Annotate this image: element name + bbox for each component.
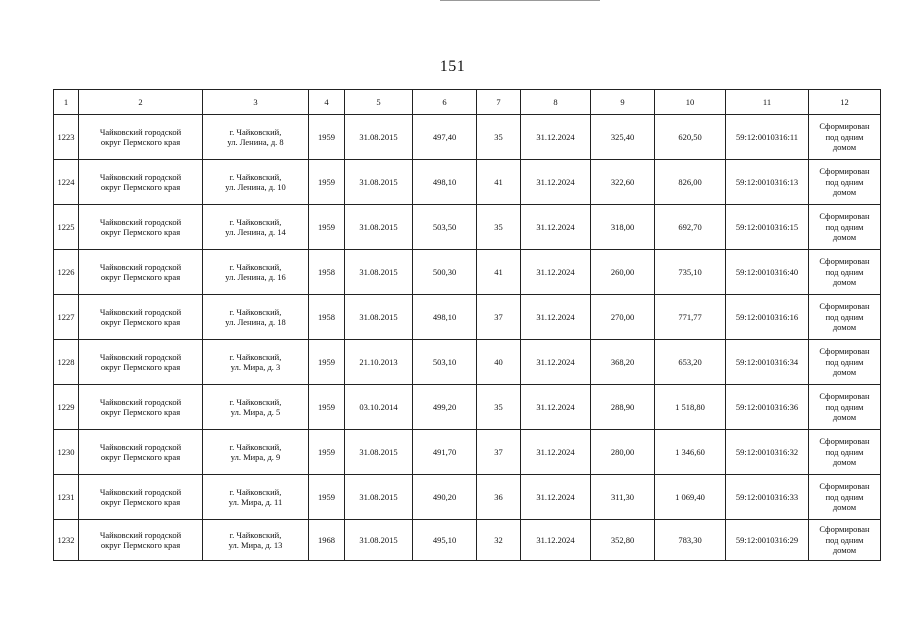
address-cell-line: ул. Мира, д. 11 — [228, 497, 283, 507]
cadastral-number-cell: 59:12:0010316:16 — [726, 295, 809, 340]
land-status-cell-line: Сформирован — [819, 436, 870, 447]
address-cell — [203, 385, 309, 430]
land-status-cell-line: под одним — [825, 356, 864, 367]
year-built-cell: 1968 — [309, 520, 345, 561]
land-area-cell: 352,80 — [591, 520, 655, 561]
recognition-date-cell: 31.08.2015 — [345, 250, 413, 295]
address-cell-line: г. Чайковский, — [229, 396, 282, 407]
deadline-date-cell: 31.12.2024 — [521, 475, 591, 520]
deadline-date-cell: 31.12.2024 — [521, 295, 591, 340]
land-status-cell-line: домом — [832, 412, 857, 423]
row-number-cell: 1226 — [54, 250, 79, 295]
year-built-cell: 1959 — [309, 340, 345, 385]
land-status-cell-line: Сформирован — [819, 524, 870, 535]
column-header: 6 — [413, 90, 477, 115]
address-cell-line: ул. Мира, д. 13 — [228, 540, 283, 550]
recognition-date-cell: 31.08.2015 — [345, 520, 413, 561]
row-number-cell: 1229 — [54, 385, 79, 430]
residents-cell: 41 — [477, 250, 521, 295]
land-area-cell: 270,00 — [591, 295, 655, 340]
municipality-cell-line: Чайковский городской — [99, 486, 182, 497]
address-cell-line: ул. Мира, д. 9 — [230, 452, 281, 462]
land-status-cell — [809, 250, 881, 295]
land-status-cell — [809, 205, 881, 250]
land-status-cell-line: под одним — [825, 221, 864, 232]
total-area-cell: 653,20 — [655, 340, 726, 385]
deadline-date-cell: 31.12.2024 — [521, 250, 591, 295]
table-body — [54, 115, 881, 561]
recognition-date-cell: 31.08.2015 — [345, 160, 413, 205]
area-cell: 500,30 — [413, 250, 477, 295]
year-built-cell: 1959 — [309, 430, 345, 475]
header-row — [54, 90, 881, 115]
land-status-cell-line: под одним — [825, 131, 864, 142]
municipality-cell — [79, 160, 203, 205]
cadastral-number-cell: 59:12:0010316:29 — [726, 520, 809, 561]
municipality-cell — [79, 250, 203, 295]
column-header: 1 — [54, 90, 79, 115]
table-row — [54, 430, 881, 475]
land-status-cell-line: под одним — [825, 266, 864, 277]
municipality-cell — [79, 385, 203, 430]
residents-cell: 37 — [477, 430, 521, 475]
table-row — [54, 385, 881, 430]
municipality-cell — [79, 205, 203, 250]
deadline-date-cell: 31.12.2024 — [521, 430, 591, 475]
residents-cell: 32 — [477, 520, 521, 561]
recognition-date-cell: 31.08.2015 — [345, 205, 413, 250]
residents-cell: 40 — [477, 340, 521, 385]
row-number-cell: 1223 — [54, 115, 79, 160]
municipality-cell — [79, 520, 203, 561]
municipality-cell-line: округ Пермского края — [100, 227, 181, 237]
land-status-cell-line: Сформирован — [819, 211, 870, 222]
residents-cell: 41 — [477, 160, 521, 205]
recognition-date-cell: 03.10.2014 — [345, 385, 413, 430]
recognition-date-cell: 31.08.2015 — [345, 430, 413, 475]
land-status-cell-line: домом — [832, 322, 857, 333]
municipality-cell — [79, 340, 203, 385]
land-status-cell — [809, 295, 881, 340]
land-status-cell-line: Сформирован — [819, 481, 870, 492]
recognition-date-cell: 21.10.2013 — [345, 340, 413, 385]
land-status-cell-line: домом — [832, 367, 857, 378]
area-cell: 498,10 — [413, 295, 477, 340]
municipality-cell-line: округ Пермского края — [100, 407, 181, 417]
column-header: 5 — [345, 90, 413, 115]
table-row — [54, 475, 881, 520]
municipality-cell-line: округ Пермского края — [100, 272, 181, 282]
row-number-cell: 1231 — [54, 475, 79, 520]
row-number-cell: 1225 — [54, 205, 79, 250]
page-number: 151 — [439, 58, 466, 75]
land-area-cell: 325,40 — [591, 115, 655, 160]
column-header: 4 — [309, 90, 345, 115]
year-built-cell: 1959 — [309, 385, 345, 430]
municipality-cell-line: Чайковский городской — [99, 529, 182, 540]
address-cell-line: ул. Ленина, д. 16 — [225, 272, 286, 282]
land-area-cell: 368,20 — [591, 340, 655, 385]
deadline-date-cell: 31.12.2024 — [521, 115, 591, 160]
area-cell: 503,50 — [413, 205, 477, 250]
land-status-cell-line: под одним — [825, 401, 864, 412]
address-cell — [203, 295, 309, 340]
address-cell — [203, 205, 309, 250]
land-status-cell-line: домом — [832, 545, 857, 556]
area-cell: 498,10 — [413, 160, 477, 205]
municipality-cell-line: Чайковский городской — [99, 351, 182, 362]
address-cell-line: ул. Мира, д. 3 — [230, 362, 281, 372]
area-cell: 503,10 — [413, 340, 477, 385]
land-status-cell-line: домом — [832, 277, 857, 288]
land-status-cell-line: Сформирован — [819, 166, 870, 177]
address-cell-line: г. Чайковский, — [229, 529, 282, 540]
address-cell-line: г. Чайковский, — [229, 126, 282, 137]
year-built-cell: 1959 — [309, 115, 345, 160]
total-area-cell: 692,70 — [655, 205, 726, 250]
land-status-cell-line: Сформирован — [819, 121, 870, 132]
land-status-cell-line: Сформирован — [819, 301, 870, 312]
row-number-cell: 1232 — [54, 520, 79, 561]
municipality-cell — [79, 475, 203, 520]
municipality-cell — [79, 115, 203, 160]
address-cell — [203, 115, 309, 160]
cadastral-number-cell: 59:12:0010316:36 — [726, 385, 809, 430]
cadastral-number-cell: 59:12:0010316:34 — [726, 340, 809, 385]
land-status-cell-line: под одним — [825, 491, 864, 502]
total-area-cell: 620,50 — [655, 115, 726, 160]
column-header: 3 — [203, 90, 309, 115]
deadline-date-cell: 31.12.2024 — [521, 385, 591, 430]
address-cell-line: ул. Ленина, д. 18 — [225, 317, 286, 327]
column-header: 12 — [809, 90, 881, 115]
year-built-cell: 1958 — [309, 295, 345, 340]
cadastral-number-cell: 59:12:0010316:33 — [726, 475, 809, 520]
address-cell — [203, 250, 309, 295]
residents-cell: 35 — [477, 115, 521, 160]
year-built-cell: 1959 — [309, 475, 345, 520]
land-area-cell: 318,00 — [591, 205, 655, 250]
deadline-date-cell: 31.12.2024 — [521, 205, 591, 250]
land-status-cell-line: домом — [832, 232, 857, 243]
cadastral-number-cell: 59:12:0010316:32 — [726, 430, 809, 475]
cadastral-number-cell: 59:12:0010316:13 — [726, 160, 809, 205]
address-cell — [203, 520, 309, 561]
land-status-cell — [809, 385, 881, 430]
year-built-cell: 1958 — [309, 250, 345, 295]
land-status-cell — [809, 160, 881, 205]
address-cell — [203, 430, 309, 475]
table-row — [54, 340, 881, 385]
table-row — [54, 295, 881, 340]
area-cell: 491,70 — [413, 430, 477, 475]
row-number-cell: 1230 — [54, 430, 79, 475]
residents-cell: 37 — [477, 295, 521, 340]
address-cell-line: ул. Ленина, д. 14 — [225, 227, 286, 237]
address-cell-line: ул. Ленина, д. 10 — [225, 182, 286, 192]
municipality-cell-line: округ Пермского края — [100, 362, 181, 372]
column-header: 9 — [591, 90, 655, 115]
column-header: 11 — [726, 90, 809, 115]
land-status-cell-line: Сформирован — [819, 391, 870, 402]
area-cell: 497,40 — [413, 115, 477, 160]
address-cell — [203, 475, 309, 520]
area-cell: 495,10 — [413, 520, 477, 561]
land-status-cell-line: домом — [832, 457, 857, 468]
total-area-cell: 1 346,60 — [655, 430, 726, 475]
municipality-cell-line: Чайковский городской — [99, 216, 182, 227]
land-area-cell: 322,60 — [591, 160, 655, 205]
table-row — [54, 520, 881, 561]
municipality-cell — [79, 430, 203, 475]
address-cell-line: ул. Ленина, д. 8 — [227, 137, 284, 147]
municipality-cell-line: округ Пермского края — [100, 317, 181, 327]
land-status-cell — [809, 340, 881, 385]
deadline-date-cell: 31.12.2024 — [521, 520, 591, 561]
row-number-cell: 1227 — [54, 295, 79, 340]
recognition-date-cell: 31.08.2015 — [345, 475, 413, 520]
cadastral-number-cell: 59:12:0010316:40 — [726, 250, 809, 295]
land-area-cell: 280,00 — [591, 430, 655, 475]
municipality-cell-line: Чайковский городской — [99, 126, 182, 137]
land-area-cell: 311,30 — [591, 475, 655, 520]
address-cell-line: г. Чайковский, — [229, 261, 282, 272]
municipality-cell-line: Чайковский городской — [99, 306, 182, 317]
row-number-cell: 1224 — [54, 160, 79, 205]
total-area-cell: 1 069,40 — [655, 475, 726, 520]
cadastral-number-cell: 59:12:0010316:15 — [726, 205, 809, 250]
total-area-cell: 783,30 — [655, 520, 726, 561]
land-area-cell: 260,00 — [591, 250, 655, 295]
land-status-cell-line: под одним — [825, 176, 864, 187]
address-cell-line: г. Чайковский, — [229, 171, 282, 182]
residents-cell: 36 — [477, 475, 521, 520]
table-row — [54, 205, 881, 250]
land-status-cell-line: под одним — [825, 311, 864, 322]
column-header: 10 — [655, 90, 726, 115]
land-status-cell-line: под одним — [825, 534, 864, 545]
municipality-cell-line: Чайковский городской — [99, 261, 182, 272]
table-row — [54, 160, 881, 205]
address-cell — [203, 340, 309, 385]
address-cell-line: г. Чайковский, — [229, 216, 282, 227]
recognition-date-cell: 31.08.2015 — [345, 115, 413, 160]
municipality-cell-line: Чайковский городской — [99, 171, 182, 182]
deadline-date-cell: 31.12.2024 — [521, 340, 591, 385]
municipality-cell — [79, 295, 203, 340]
municipality-cell-line: округ Пермского края — [100, 497, 181, 507]
column-header: 7 — [477, 90, 521, 115]
scan-top-edge-line — [440, 0, 600, 1]
land-status-cell-line: домом — [832, 142, 857, 153]
land-status-cell — [809, 475, 881, 520]
row-number-cell: 1228 — [54, 340, 79, 385]
land-area-cell: 288,90 — [591, 385, 655, 430]
address-cell-line: ул. Мира, д. 5 — [230, 407, 281, 417]
deadline-date-cell: 31.12.2024 — [521, 160, 591, 205]
total-area-cell: 771,77 — [655, 295, 726, 340]
land-status-cell-line: под одним — [825, 446, 864, 457]
year-built-cell: 1959 — [309, 160, 345, 205]
cadastral-number-cell: 59:12:0010316:11 — [726, 115, 809, 160]
area-cell: 490,20 — [413, 475, 477, 520]
residents-cell: 35 — [477, 385, 521, 430]
residents-cell: 35 — [477, 205, 521, 250]
address-cell — [203, 160, 309, 205]
area-cell: 499,20 — [413, 385, 477, 430]
year-built-cell: 1959 — [309, 205, 345, 250]
land-status-cell — [809, 520, 881, 561]
table-row — [54, 250, 881, 295]
table-row — [54, 115, 881, 160]
address-cell-line: г. Чайковский, — [229, 441, 282, 452]
land-status-cell-line: Сформирован — [819, 256, 870, 267]
municipality-cell-line: округ Пермского края — [100, 452, 181, 462]
land-status-cell-line: домом — [832, 502, 857, 513]
land-status-cell-line: Сформирован — [819, 346, 870, 357]
municipality-cell-line: округ Пермского края — [100, 540, 181, 550]
address-cell-line: г. Чайковский, — [229, 351, 282, 362]
address-cell-line: г. Чайковский, — [229, 306, 282, 317]
land-status-cell — [809, 430, 881, 475]
municipality-cell-line: Чайковский городской — [99, 441, 182, 452]
column-header: 2 — [79, 90, 203, 115]
housing-registry-table — [53, 89, 881, 561]
land-status-cell-line: домом — [832, 187, 857, 198]
land-status-cell — [809, 115, 881, 160]
total-area-cell: 735,10 — [655, 250, 726, 295]
municipality-cell-line: округ Пермского края — [100, 137, 181, 147]
address-cell-line: г. Чайковский, — [229, 486, 282, 497]
municipality-cell-line: округ Пермского края — [100, 182, 181, 192]
total-area-cell: 826,00 — [655, 160, 726, 205]
column-header: 8 — [521, 90, 591, 115]
recognition-date-cell: 31.08.2015 — [345, 295, 413, 340]
total-area-cell: 1 518,80 — [655, 385, 726, 430]
municipality-cell-line: Чайковский городской — [99, 396, 182, 407]
